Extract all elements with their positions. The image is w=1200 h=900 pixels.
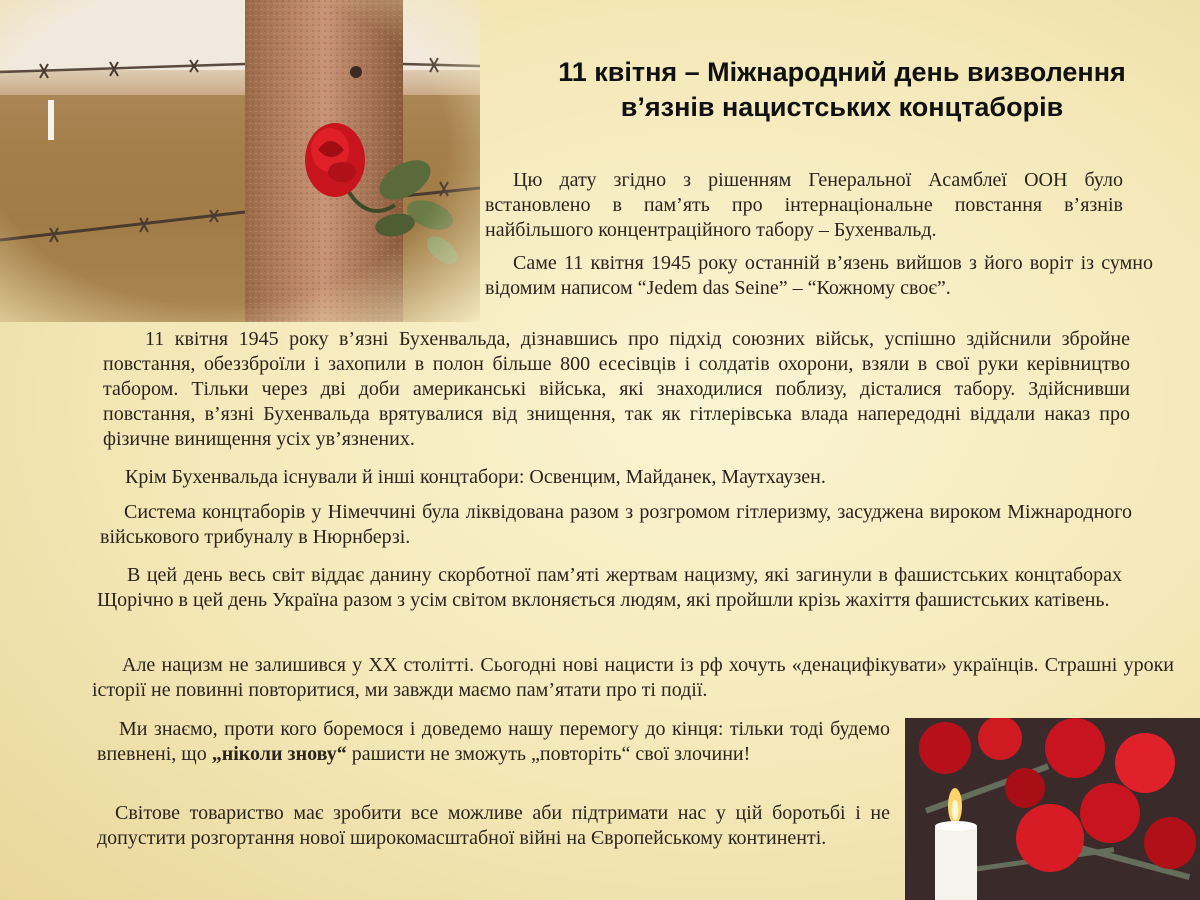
paragraph-un-decision: Цю дату згідно з рішенням Генеральної Асамблеї ООН було встановлено в пам’ять про інтернаціональне повстання в’язнів найбільшого концентраційного табору – Бухенвальд. xyxy=(485,169,1123,241)
victory-text-start: Ми знаємо, проти кого боремося і доведемо нашу перемогу до кінця: тільки тоді будемо впевнені, що xyxy=(97,718,890,765)
paragraph-uprising: 11 квітня 1945 року в’язні Бухенвальда, дізнавшись про підхід союзних військ, успішно здійснили збройне повстання, обеззброїли і захопили в полон більше 800 есесівців і солдатів охорони, взяли в свої руки керівництво табором. Тільки через дві доби американські війська, які знаходилися поблизу, дісталися табору. Здійснивши повстання, в’язні Бухенвальда врятувалися від знищення, так як гітлерівська влада напередодні віддали наказ про фізичне винищення усіх ув’язнених. xyxy=(103,328,1130,450)
title-line-2: в’язнів нацистських концтаборів xyxy=(620,92,1064,122)
paragraph-buchenwald-gate: Саме 11 квітня 1945 року останній в’язень вийшов з його воріт із сумно відомим написом “Jedem das Seine” – “Кожному своє”. xyxy=(485,252,1153,299)
post-bolt xyxy=(350,66,362,78)
paragraph-nuremberg: Система концтаборів у Німеччині була ліквідована разом з розгромом гітлеризму, засуджена вироком Міжнародного військового трибуналу в Нюрнберзі. xyxy=(100,501,1132,548)
carnations-candle-illustration xyxy=(905,718,1200,900)
paragraph-never-again-history: Але нацизм не залишився у ХХ столітті. Сьогодні нові нацисти із рф хочуть «денацифікувати» українців. Страшні уроки історії не повинні повторитися, ми завжди маємо пам’ятати про ті події. xyxy=(92,654,1174,701)
photo-highlight-mark xyxy=(48,100,54,140)
photo-barbed-wire-rose xyxy=(0,0,480,322)
photo-carnations-candle xyxy=(905,718,1200,900)
red-rose xyxy=(305,123,365,197)
never-again-phrase: „ніколи знову“ xyxy=(211,743,347,765)
paragraph-remembrance: В цей день весь світ віддає данину скорботної пам’яті жертвам нацизму, які загинули в фашистських концтаборах Щорічно в цей день Україна разом з усім світом вклоняється людям, які пройшли крізь жахіття фашистських катівень. xyxy=(97,564,1122,611)
paragraph-victory xyxy=(97,717,890,767)
sky xyxy=(0,0,480,70)
barbed-wire-rose-illustration xyxy=(0,0,480,322)
paragraph-world-support: Світове товариство має зробити все можливе аби підтримати нас у цій боротьбі і не допустити розгортання нової широкомасштабної війні на Європейському континенті. xyxy=(97,802,890,849)
paragraph-other-camps: Крім Бухенвальда існували й інші концтабори: Освенцим, Майданек, Маутхаузен. xyxy=(125,466,826,488)
page-title xyxy=(492,55,1192,125)
title-line-1: 11 квітня – Міжнародний день визволення xyxy=(558,57,1126,87)
victory-text-end: рашисти не зможуть „повторіть“ свої злочини! xyxy=(346,743,751,765)
